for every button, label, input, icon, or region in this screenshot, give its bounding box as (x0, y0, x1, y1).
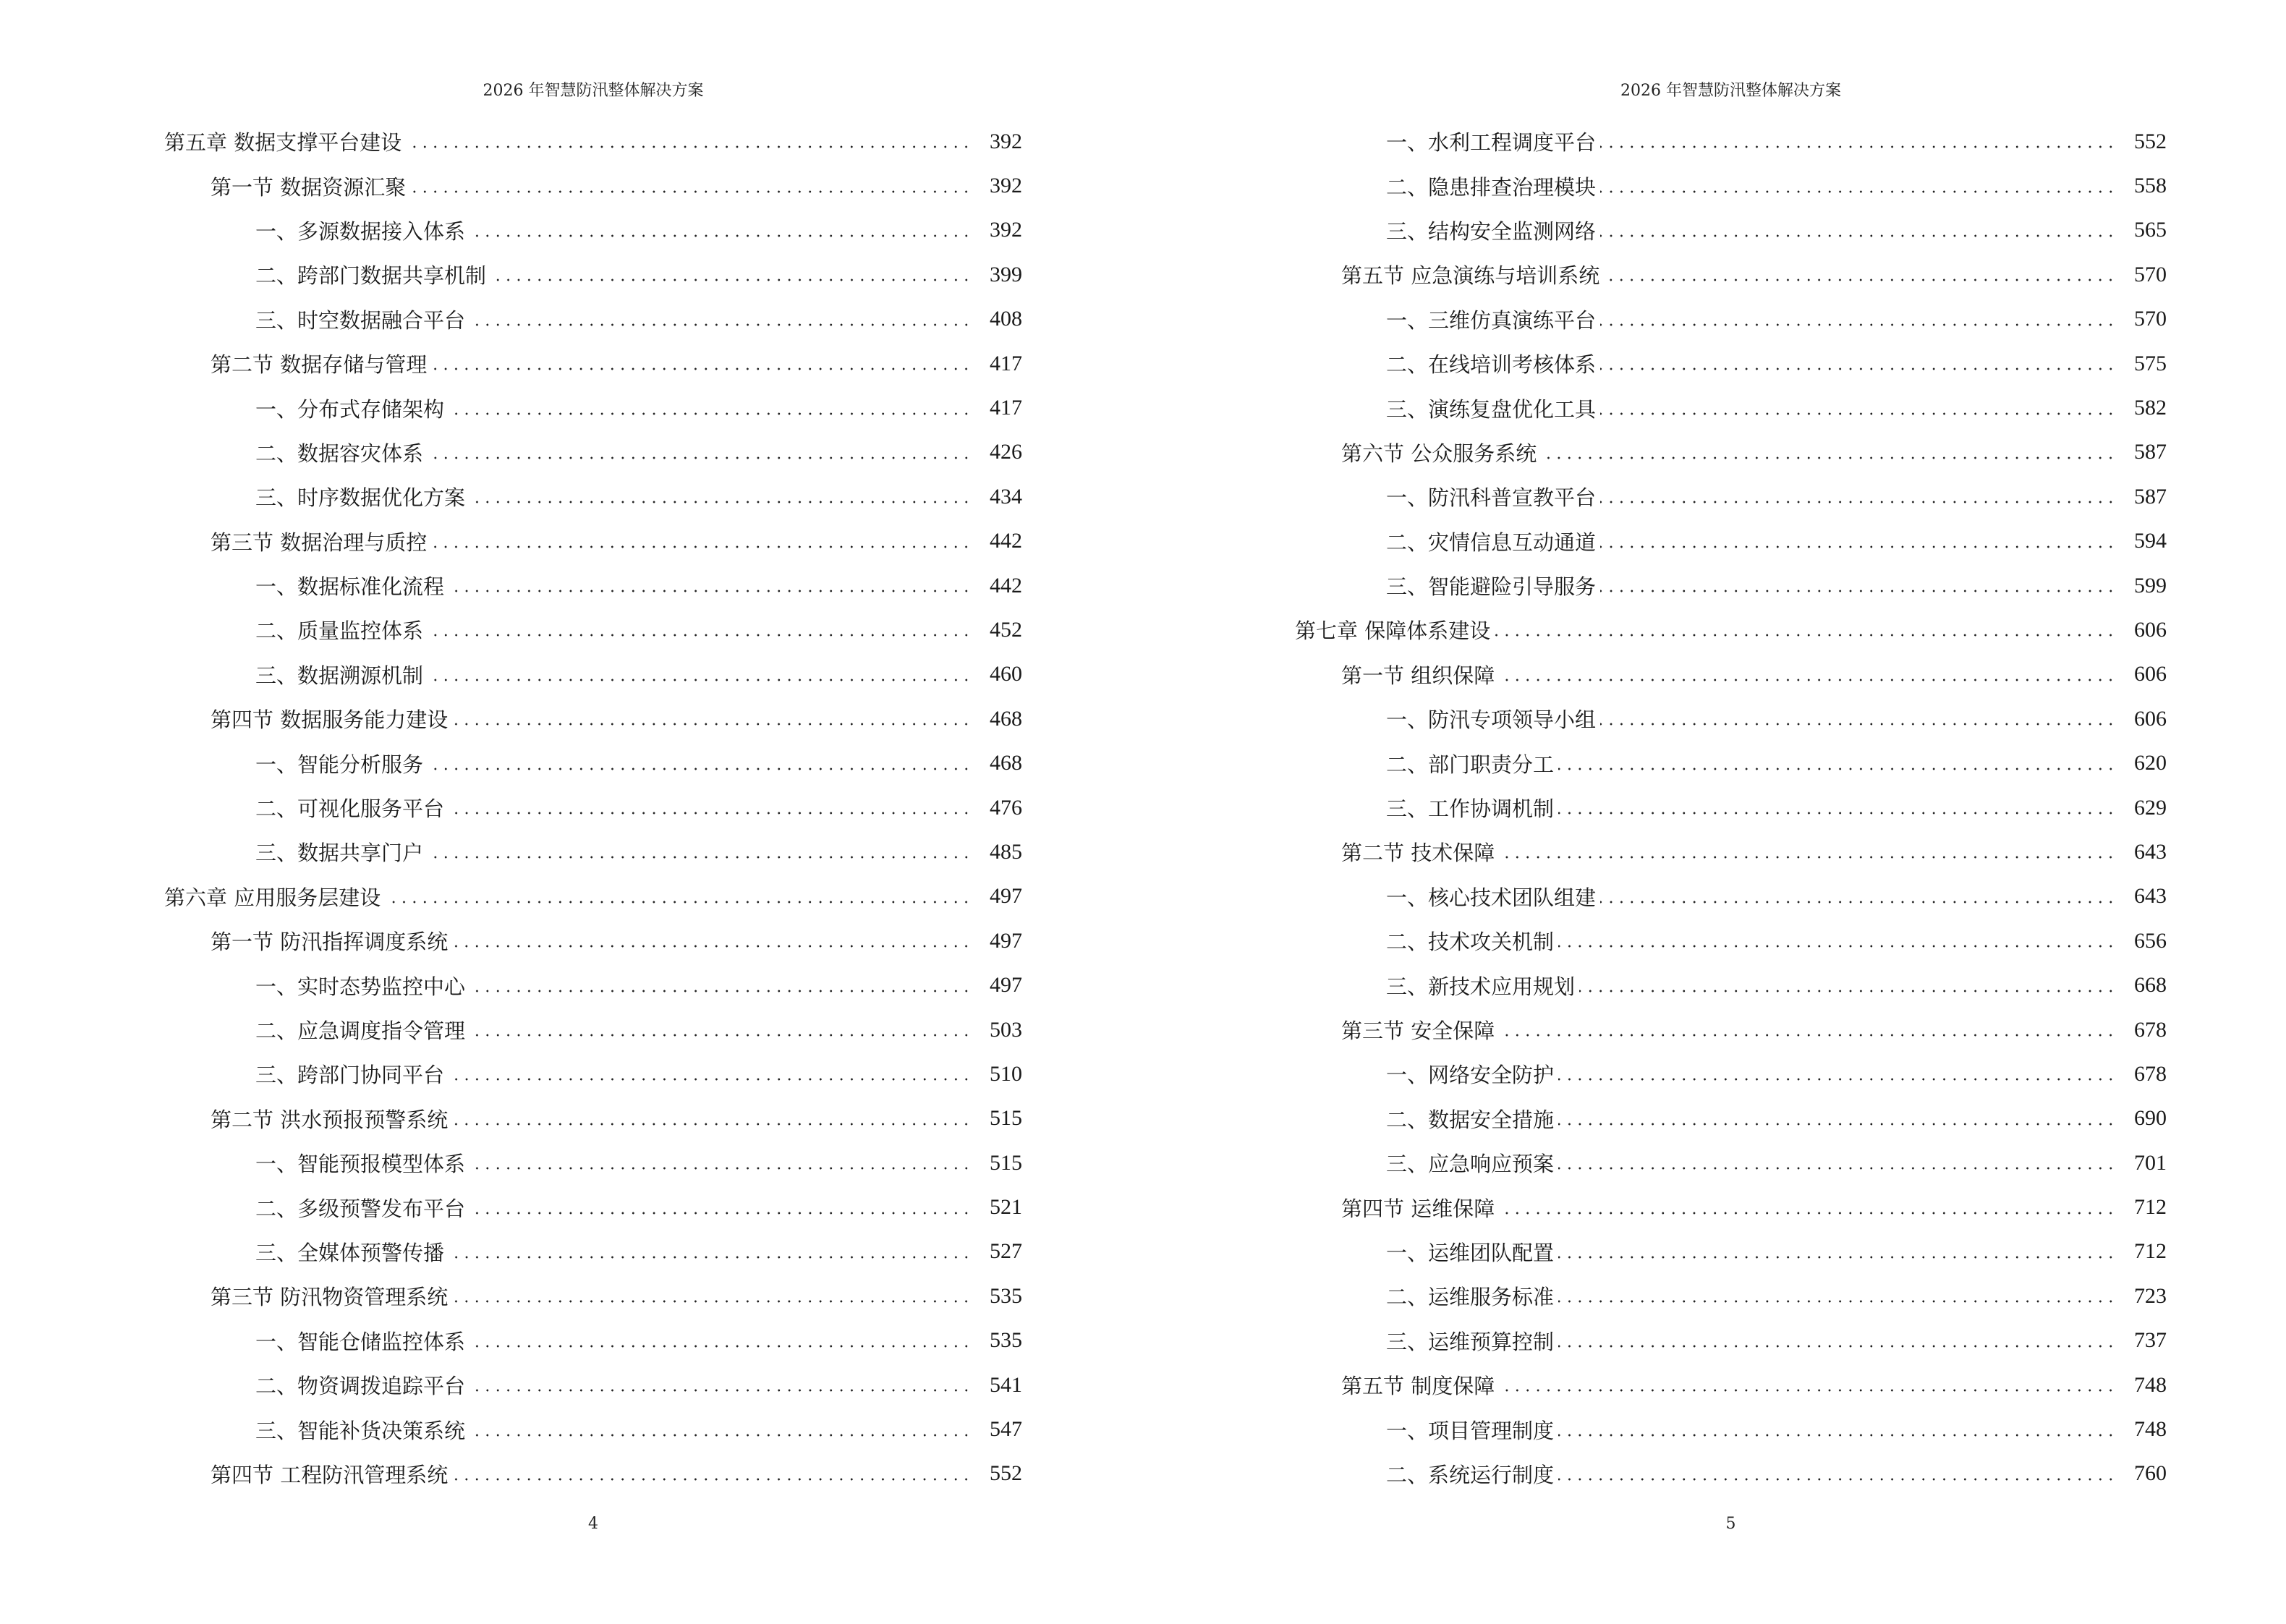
dot-leader (449, 398, 972, 419)
toc-entry-page-number: 570 (2134, 262, 2167, 286)
toc-entry-title: 一、分布式存储架构 (255, 396, 445, 422)
toc-entry-page-number: 723 (2134, 1283, 2167, 1308)
toc-entry-item[interactable] (164, 830, 1022, 874)
toc-entry-title: 一、三维仿真演练平台 (1386, 307, 1597, 333)
toc-entry-section[interactable] (164, 519, 1022, 564)
dot-leader (469, 486, 972, 507)
dot-leader (452, 1285, 972, 1306)
dot-leader (428, 841, 972, 862)
toc-entry-title: 第五节 制度保障 (1341, 1374, 1495, 1399)
toc-entry-page-number: 737 (2134, 1328, 2167, 1353)
toc-entry-item[interactable] (1295, 875, 2167, 919)
dot-leader (1499, 1019, 2116, 1040)
toc-entry-item[interactable] (1295, 1052, 2167, 1096)
dot-leader (428, 442, 972, 463)
toc-entry-section[interactable] (1295, 1185, 2167, 1229)
toc-entry-page-number: 606 (2134, 706, 2167, 731)
toc-entry-item[interactable] (1295, 1407, 2167, 1451)
toc-entry-item[interactable] (1295, 341, 2167, 386)
toc-entry-page-number: 599 (2134, 573, 2167, 598)
dot-leader (452, 1463, 972, 1484)
toc-entry-page-number: 587 (2134, 440, 2167, 464)
toc-entry-item[interactable] (164, 564, 1022, 608)
toc-entry-page-number: 510 (990, 1061, 1022, 1086)
dot-leader (469, 975, 972, 996)
toc-entry-item[interactable] (164, 1141, 1022, 1185)
toc-entry-page-number: 748 (2134, 1372, 2167, 1397)
dot-leader (1558, 1241, 2116, 1262)
toc-entry-title: 二、技术攻关机制 (1386, 930, 1555, 955)
toc-entry-title: 三、工作协调机制 (1386, 796, 1555, 822)
toc-entry-page-number: 656 (2134, 928, 2167, 953)
toc-entry-item[interactable] (1295, 163, 2167, 208)
dot-leader (1558, 1330, 2116, 1351)
dot-leader (1600, 353, 2116, 374)
toc-entry-title: 二、隐患排查治理模块 (1386, 174, 1597, 200)
toc-entry-section[interactable] (1295, 1008, 2167, 1052)
running-header: 2026 年智慧防汛整体解决方案 (483, 82, 704, 100)
dot-leader (1558, 797, 2116, 818)
toc-entry-section[interactable] (1295, 252, 2167, 297)
toc-entry-chapter[interactable] (164, 875, 1022, 919)
dot-leader (1495, 619, 2116, 640)
dot-leader (1600, 531, 2116, 552)
toc-entry-page-number: 442 (990, 529, 1022, 553)
toc-entry-section[interactable] (1295, 430, 2167, 475)
toc-entry-page-number: 594 (2134, 529, 2167, 553)
dot-leader (385, 886, 972, 907)
toc-entry-chapter[interactable] (1295, 608, 2167, 652)
toc-entry-item[interactable] (1295, 1141, 2167, 1185)
page-number: 4 (588, 1515, 598, 1533)
dot-leader (1499, 1374, 2116, 1395)
dot-leader (469, 309, 972, 330)
toc-entry-page-number: 690 (2134, 1106, 2167, 1131)
toc-entry-title: 第六章 应用服务层建设 (164, 885, 381, 910)
toc-entry-title: 三、智能避险引导服务 (1386, 574, 1597, 600)
toc-entry-title: 第四节 工程防汛管理系统 (211, 1462, 449, 1487)
toc-entry-page-number: 606 (2134, 617, 2167, 642)
dot-leader (452, 930, 972, 951)
toc-entry-page-number: 527 (990, 1239, 1022, 1264)
toc-entry-section[interactable] (1295, 1363, 2167, 1407)
toc-entry-page-number: 582 (2134, 396, 2167, 420)
toc-entry-page-number: 541 (990, 1372, 1022, 1397)
toc-entry-section[interactable] (164, 341, 1022, 386)
toc-entry-title: 三、时空数据融合平台 (255, 307, 466, 333)
toc-entry-page-number: 760 (2134, 1461, 2167, 1486)
dot-leader (449, 1241, 972, 1262)
toc-entry-title: 一、网络安全防护 (1386, 1063, 1555, 1088)
toc-entry-page-number: 503 (990, 1017, 1022, 1042)
dot-leader (490, 264, 972, 285)
dot-leader (1600, 486, 2116, 507)
toc-entry-item[interactable] (1295, 297, 2167, 341)
dot-leader (1604, 264, 2116, 285)
toc-entry-item[interactable] (164, 297, 1022, 341)
toc-entry-page-number: 434 (990, 484, 1022, 509)
toc-entry-item[interactable] (164, 1319, 1022, 1363)
toc-entry-page-number: 476 (990, 795, 1022, 820)
toc-entry-page-number: 515 (990, 1150, 1022, 1175)
toc-entry-page-number: 392 (990, 174, 1022, 198)
toc-entry-page-number: 547 (990, 1417, 1022, 1442)
toc-entry-title: 三、应急响应预案 (1386, 1152, 1555, 1177)
dot-leader (1558, 1063, 2116, 1084)
dot-leader (406, 131, 972, 152)
dot-leader (1600, 309, 2116, 330)
toc-entry-title: 三、全媒体预警传播 (255, 1240, 445, 1265)
toc-entry-title: 二、数据容灾体系 (255, 441, 424, 466)
toc-entry-page-number: 485 (990, 839, 1022, 864)
toc-entry-page-number: 392 (990, 218, 1022, 242)
dot-leader (1579, 975, 2116, 996)
page-number: 5 (1725, 1515, 1736, 1533)
toc-entry-item[interactable] (1295, 1274, 2167, 1318)
toc-entry-section[interactable] (164, 163, 1022, 208)
toc-entry-title: 二、应急调度指令管理 (255, 1019, 466, 1043)
toc-entry-page-number: 468 (990, 706, 1022, 731)
toc-entry-page-number: 408 (990, 307, 1022, 331)
dot-leader (410, 176, 972, 197)
dot-leader (1558, 1285, 2116, 1306)
dot-leader (449, 1063, 972, 1084)
toc-entry-page-number: 629 (2134, 795, 2167, 820)
toc-entry-item[interactable] (164, 652, 1022, 697)
dot-leader (428, 619, 972, 640)
toc-entry-item[interactable] (1295, 208, 2167, 252)
dot-leader (452, 1108, 972, 1129)
toc-entry-title: 三、数据溯源机制 (255, 663, 424, 688)
dot-leader (1541, 442, 2116, 463)
toc-entry-title: 一、实时态势监控中心 (255, 974, 466, 999)
toc-entry-title: 一、防汛专项领导小组 (1386, 707, 1597, 733)
dot-leader (469, 1374, 972, 1395)
toc-entry-item[interactable] (1295, 119, 2167, 163)
toc-entry-title: 二、数据安全措施 (1386, 1107, 1555, 1132)
toc-entry-title: 三、演练复盘优化工具 (1386, 396, 1597, 422)
toc-entry-page-number: 417 (990, 396, 1022, 420)
toc-entry-title: 第一节 数据资源汇聚 (211, 174, 407, 200)
toc-entry-item[interactable] (1295, 1452, 2167, 1496)
toc-entry-title: 一、智能预报模型体系 (255, 1152, 466, 1177)
toc-entry-page-number: 678 (2134, 1061, 2167, 1086)
toc-entry-page-number: 452 (990, 617, 1022, 642)
toc-entry-title: 三、智能补货决策系统 (255, 1418, 466, 1443)
toc-entry-page-number: 442 (990, 573, 1022, 598)
toc-entry-section[interactable] (1295, 652, 2167, 697)
toc-entry-title: 第五节 应急演练与培训系统 (1341, 263, 1600, 289)
toc-entry-item[interactable] (164, 252, 1022, 297)
toc-entry-page-number: 558 (2134, 174, 2167, 198)
toc-entry-item[interactable] (1295, 519, 2167, 564)
toc-entry-title: 第四节 运维保障 (1341, 1196, 1495, 1221)
toc-entry-title: 三、跨部门协同平台 (255, 1063, 445, 1088)
toc-entry-item[interactable] (164, 963, 1022, 1007)
toc-entry-title: 二、在线培训考核体系 (1386, 352, 1597, 378)
toc-entry-page-number: 712 (2134, 1239, 2167, 1264)
toc-entry-title: 一、智能分析服务 (255, 752, 424, 777)
toc-entry-title: 第四节 数据服务能力建设 (211, 707, 449, 733)
toc-entry-page-number: 460 (990, 662, 1022, 686)
toc-entry-page-number: 712 (2134, 1195, 2167, 1220)
toc-entry-title: 二、质量监控体系 (255, 618, 424, 644)
dot-leader (469, 1419, 972, 1440)
dot-leader (1499, 841, 2116, 862)
toc-entry-item[interactable] (1295, 963, 2167, 1007)
toc-entry-item[interactable] (1295, 1319, 2167, 1363)
toc-entry-page-number: 497 (990, 884, 1022, 909)
toc-entry-page-number: 521 (990, 1195, 1022, 1220)
toc-entry-title: 第三节 防汛物资管理系统 (211, 1285, 449, 1310)
dot-leader (1558, 1108, 2116, 1129)
toc-entry-section[interactable] (1295, 830, 2167, 874)
toc-entry-page-number: 417 (990, 351, 1022, 375)
toc-entry-title: 三、新技术应用规划 (1386, 974, 1576, 999)
dot-leader (1558, 1152, 2116, 1173)
toc-entry-page-number: 678 (2134, 1017, 2167, 1042)
toc-entry-page-number: 701 (2134, 1150, 2167, 1175)
toc-entry-item[interactable] (164, 1185, 1022, 1229)
toc-entry-title: 三、时序数据优化方案 (255, 485, 466, 511)
dot-leader (469, 1019, 972, 1040)
toc-entry-title: 第二节 洪水预报预警系统 (211, 1107, 449, 1132)
toc-entry-title: 二、物资调拨追踪平台 (255, 1374, 466, 1399)
toc-page-right (1143, 0, 2286, 1624)
toc-entry-page-number: 643 (2134, 839, 2167, 864)
toc-entry-page-number: 497 (990, 973, 1022, 998)
toc-entry-page-number: 748 (2134, 1417, 2167, 1442)
toc-entry-item[interactable] (164, 475, 1022, 519)
toc-entry-section[interactable] (164, 1274, 1022, 1318)
toc-entry-title: 第一节 防汛指挥调度系统 (211, 930, 449, 955)
dot-leader (428, 664, 972, 685)
toc-entry-title: 三、数据共享门户 (255, 841, 424, 866)
toc-entry-section[interactable] (164, 697, 1022, 741)
toc-entry-page-number: 606 (2134, 662, 2167, 686)
toc-entry-page-number: 570 (2134, 307, 2167, 331)
toc-entry-title: 一、多源数据接入体系 (255, 218, 466, 244)
toc-entry-page-number: 399 (990, 262, 1022, 286)
dot-leader (469, 1197, 972, 1218)
dot-leader (1600, 575, 2116, 596)
toc-entry-title: 二、多级预警发布平台 (255, 1196, 466, 1221)
dot-leader (469, 1152, 972, 1173)
toc-entry-item[interactable] (164, 741, 1022, 785)
dot-leader (1600, 131, 2116, 152)
dot-leader (1600, 398, 2116, 419)
dot-leader (1499, 664, 2116, 685)
toc-entry-page-number: 535 (990, 1328, 1022, 1353)
toc-entry-title: 第三节 安全保障 (1341, 1019, 1495, 1043)
toc-entry-title: 一、智能仓储监控体系 (255, 1329, 466, 1354)
toc-entry-item[interactable] (1295, 475, 2167, 519)
toc-entry-item[interactable] (1295, 1230, 2167, 1274)
dot-leader (469, 1330, 972, 1351)
toc-entry-title: 二、可视化服务平台 (255, 796, 445, 822)
table-of-contents (1295, 119, 2167, 1496)
toc-entry-item[interactable] (164, 786, 1022, 830)
toc-entry-title: 第二节 数据存储与管理 (211, 352, 428, 378)
toc-entry-item[interactable] (164, 1008, 1022, 1052)
toc-entry-title: 一、数据标准化流程 (255, 574, 445, 600)
toc-entry-item[interactable] (164, 1052, 1022, 1096)
toc-entry-section[interactable] (164, 1097, 1022, 1141)
toc-entry-title: 一、项目管理制度 (1386, 1418, 1555, 1443)
toc-entry-title: 第六节 公众服务系统 (1341, 441, 1537, 466)
dot-leader (1600, 886, 2116, 907)
running-header: 2026 年智慧防汛整体解决方案 (1620, 82, 1841, 100)
toc-entry-item[interactable] (164, 1230, 1022, 1274)
toc-entry-chapter[interactable] (164, 119, 1022, 163)
dot-leader (1600, 220, 2116, 241)
toc-entry-page-number: 426 (990, 440, 1022, 464)
toc-entry-title: 第三节 数据治理与质控 (211, 530, 428, 555)
toc-entry-page-number: 468 (990, 751, 1022, 775)
toc-entry-title: 第七章 保障体系建设 (1295, 618, 1491, 644)
toc-entry-title: 一、运维团队配置 (1386, 1240, 1555, 1265)
table-of-contents (164, 119, 1022, 1496)
toc-entry-item[interactable] (1295, 564, 2167, 608)
toc-entry-page-number: 668 (2134, 973, 2167, 998)
toc-entry-page-number: 575 (2134, 351, 2167, 375)
toc-entry-page-number: 565 (2134, 218, 2167, 242)
toc-entry-page-number: 535 (990, 1283, 1022, 1308)
dot-leader (1600, 176, 2116, 197)
toc-entry-item[interactable] (164, 1363, 1022, 1407)
toc-entry-item[interactable] (1295, 1097, 2167, 1141)
dot-leader (1558, 1419, 2116, 1440)
toc-entry-title: 一、水利工程调度平台 (1386, 130, 1597, 156)
toc-entry-title: 第一节 组织保障 (1341, 663, 1495, 688)
dot-leader (431, 353, 972, 374)
dot-leader (1558, 930, 2116, 951)
toc-entry-page-number: 620 (2134, 751, 2167, 775)
toc-entry-item[interactable] (164, 1407, 1022, 1451)
toc-entry-item[interactable] (1295, 919, 2167, 963)
dot-leader (449, 575, 972, 596)
toc-entry-title: 三、结构安全监测网络 (1386, 218, 1597, 244)
toc-entry-item[interactable] (164, 386, 1022, 430)
toc-entry-title: 第二节 技术保障 (1341, 841, 1495, 866)
toc-entry-title: 二、跨部门数据共享机制 (255, 263, 487, 289)
toc-entry-title: 第五章 数据支撑平台建设 (164, 130, 402, 156)
toc-entry-item[interactable] (1295, 697, 2167, 741)
dot-leader (449, 797, 972, 818)
toc-entry-page-number: 515 (990, 1106, 1022, 1131)
toc-entry-section[interactable] (164, 919, 1022, 963)
toc-entry-page-number: 587 (2134, 484, 2167, 509)
toc-entry-title: 三、运维预算控制 (1386, 1329, 1555, 1354)
dot-leader (469, 220, 972, 241)
toc-entry-page-number: 552 (2134, 129, 2167, 153)
toc-entry-item[interactable] (1295, 786, 2167, 830)
toc-entry-page-number: 643 (2134, 884, 2167, 909)
toc-entry-page-number: 392 (990, 129, 1022, 153)
toc-entry-page-number: 552 (990, 1461, 1022, 1486)
toc-entry-page-number: 497 (990, 928, 1022, 953)
toc-entry-title: 一、核心技术团队组建 (1386, 885, 1597, 910)
dot-leader (452, 708, 972, 729)
toc-entry-item[interactable] (164, 608, 1022, 652)
toc-entry-item[interactable] (164, 208, 1022, 252)
dot-leader (431, 531, 972, 552)
dot-leader (428, 753, 972, 774)
toc-entry-item[interactable] (164, 430, 1022, 475)
toc-entry-section[interactable] (164, 1452, 1022, 1496)
toc-entry-title: 二、运维服务标准 (1386, 1285, 1555, 1310)
toc-entry-title: 一、防汛科普宣教平台 (1386, 485, 1597, 511)
toc-entry-title: 二、部门职责分工 (1386, 752, 1555, 777)
toc-entry-item[interactable] (1295, 386, 2167, 430)
toc-entry-title: 二、系统运行制度 (1386, 1462, 1555, 1487)
dot-leader (1558, 1463, 2116, 1484)
toc-entry-title: 二、灾情信息互动通道 (1386, 530, 1597, 555)
dot-leader (1600, 708, 2116, 729)
dot-leader (1499, 1197, 2116, 1218)
toc-entry-item[interactable] (1295, 741, 2167, 785)
dot-leader (1558, 753, 2116, 774)
